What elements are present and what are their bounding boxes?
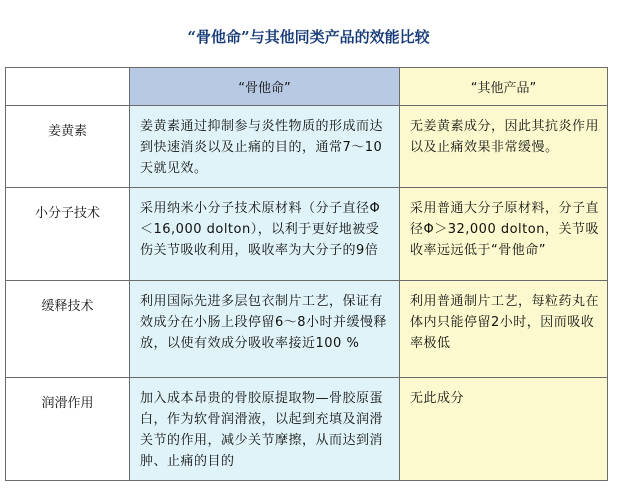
product-cell — [130, 106, 400, 188]
others-text: 无此成分 — [410, 391, 465, 406]
others-cell — [400, 281, 608, 378]
product-text: 采用纳米小分子技术原材料（分子直径Φ＜16,000 dolton），以利于更好地被受伤关节吸收利用，吸收率为大分子的9倍 — [140, 201, 381, 258]
product-cell — [130, 378, 400, 481]
row-label: 润滑作用 — [41, 396, 94, 411]
table-row — [6, 281, 608, 378]
row-label-cell — [6, 281, 130, 378]
others-text: 利用普通制片工艺，每粒药丸在体内只能停留2小时，因而吸收率极低 — [410, 294, 600, 351]
row-label-cell — [6, 106, 130, 188]
row-label-cell — [6, 188, 130, 281]
table-header-row — [6, 68, 608, 106]
row-label: 小分子技术 — [34, 206, 100, 221]
product-text: 姜黄素通过抑制参与炎性物质的形成而达到快速消炎以及止痛的目的，通常7～10天就见效。 — [140, 119, 384, 176]
others-text: 采用普通大分子原材料，分子直径Φ＞32,000 dolton，关节吸收率远远低于“骨他命” — [410, 201, 600, 258]
table-row — [6, 188, 608, 281]
others-cell — [400, 188, 608, 281]
table-row — [6, 378, 608, 481]
product-text: 加入成本昂贵的骨胶原提取物—骨胶原蛋白，作为软骨润滑液，以起到充填及润滑关节的作用，减少关节摩擦，从而达到消肿、止痛的目的 — [140, 391, 384, 469]
header-others: “其他产品” — [400, 68, 608, 106]
product-cell — [130, 188, 400, 281]
comparison-table — [5, 67, 608, 481]
product-text: 利用国际先进多层包衣制片工艺，保证有效成分在小肠上段停留6～8小时并缓慢释放，以使有效成分吸收率接近100 % — [140, 294, 388, 351]
row-label: 姜黄素 — [47, 124, 87, 139]
others-text: 无姜黄素成分，因此其抗炎作用以及止痛效果非常缓慢。 — [410, 119, 600, 155]
row-label: 缓释技术 — [41, 299, 94, 314]
header-product: “骨他命” — [130, 68, 400, 106]
page-title: “骨他命”与其他同类产品的效能比较 — [187, 28, 430, 46]
row-label-cell — [6, 378, 130, 481]
header-blank-cell — [6, 68, 130, 106]
product-cell — [130, 281, 400, 378]
table-row — [6, 106, 608, 188]
others-cell — [400, 378, 608, 481]
others-cell — [400, 106, 608, 188]
